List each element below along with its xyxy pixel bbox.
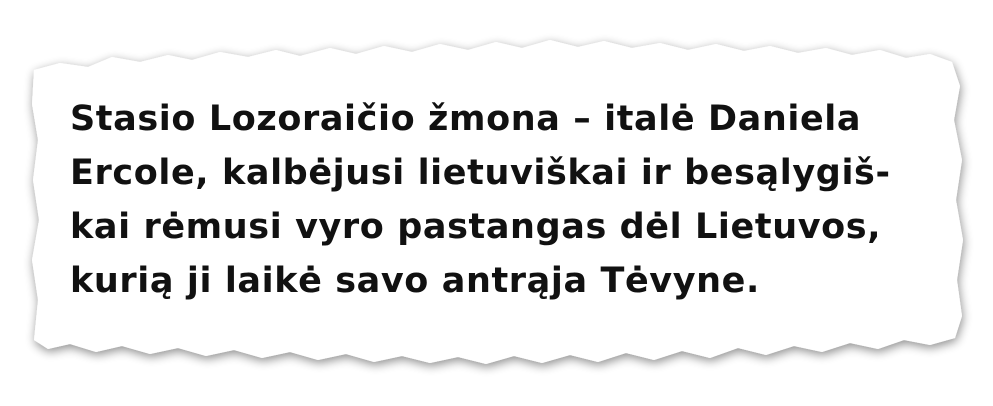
clipping-line-4: kurią ji laikė savo antrąja Tėvyne. (70, 261, 760, 301)
clipping-text (70, 92, 950, 308)
clipping-line-2: Ercole, kalbėjusi lietuviškai ir besąlygiš- (70, 153, 891, 193)
clipping-line-1: Stasio Lozoraičio žmona – italė Daniela (70, 99, 862, 139)
clipping-line-3: kai rėmusi vyro pastangas dėl Lietuvos, (70, 207, 882, 247)
